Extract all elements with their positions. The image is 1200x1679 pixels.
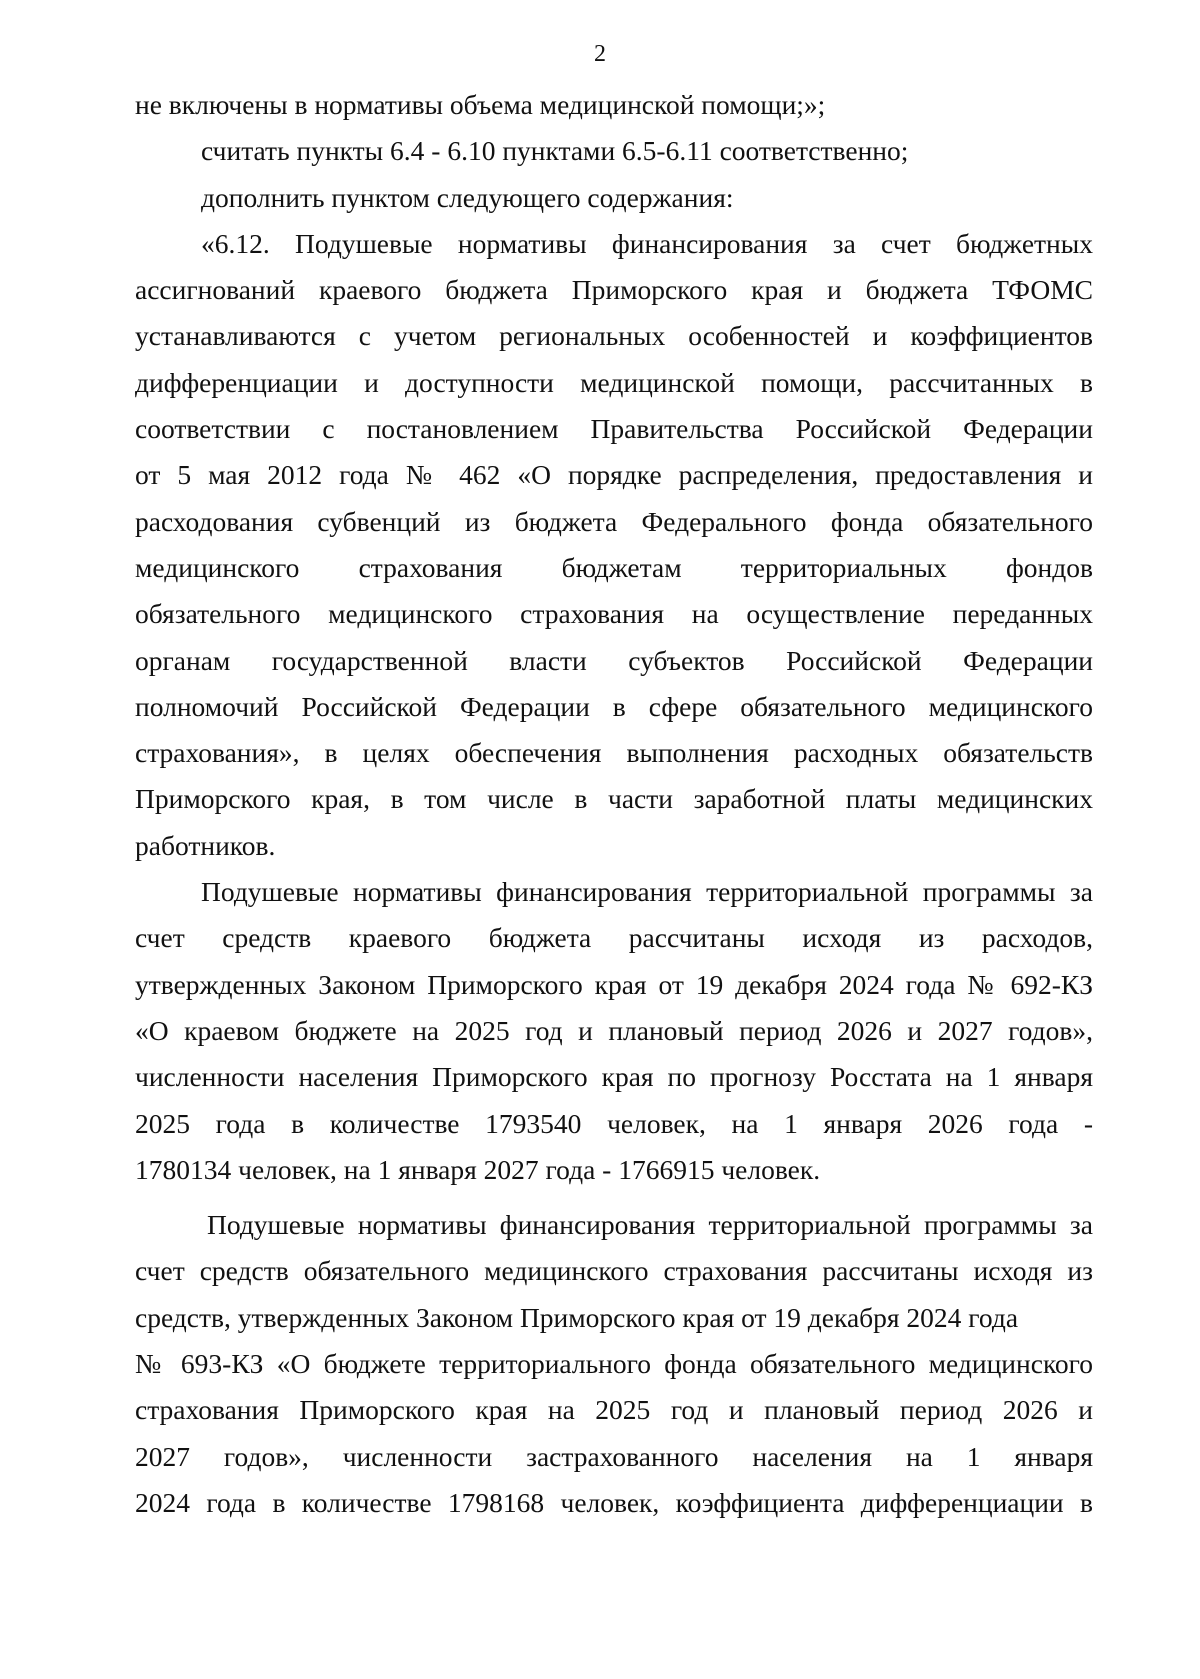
text-line: дифференциации и доступности медицинской помощи, рассчитанных в — [135, 366, 1093, 398]
text-line: 2024 года в количестве 1798168 человек, коэффициента дифференциации в — [135, 1486, 1093, 1518]
paragraph-oms-funds — [135, 1202, 1093, 1526]
paragraph-supplement — [135, 175, 1093, 221]
text-line: работников. — [135, 829, 276, 861]
text-line: соответствии с постановлением Правительства Российской Федерации — [135, 413, 1093, 445]
text-line: счет средств краевого бюджета рассчитаны исходя из расходов, — [135, 922, 1093, 954]
text-line: не включены в нормативы объема медицинской помощи;»; — [135, 89, 826, 120]
text-line: дополнить пунктом следующего содержания: — [201, 181, 734, 213]
text-line: численности населения Приморского края по прогнозу Росстата на 1 января — [135, 1061, 1093, 1093]
page-number: 2 — [594, 41, 606, 67]
text-line: 2025 года в количестве 1793540 человек, на 1 января 2026 года - — [135, 1107, 1093, 1139]
text-line: устанавливаются с учетом региональных особенностей и коэффициентов — [135, 320, 1093, 352]
text-line: Подушевые нормативы финансирования территориальной программы за — [207, 1209, 1093, 1241]
text-line: страхования Приморского края на 2025 год и плановый период 2026 и — [135, 1394, 1093, 1426]
paragraph-clause-6-12 — [135, 221, 1093, 869]
text-line: расходования субвенций из бюджета Федерального фонда обязательного — [135, 505, 1093, 537]
text-line: медицинского страхования бюджетам территориальных фондов — [135, 551, 1093, 583]
text-line: органам государственной власти субъектов Российской Федерации — [135, 644, 1093, 676]
text-line: средств, утвержденных Законом Приморского края от 19 декабря 2024 года — [135, 1301, 1019, 1333]
text-line: № 693-КЗ «О бюджете территориального фонда обязательного медицинского — [135, 1348, 1093, 1380]
text-line: обязательного медицинского страхования на осуществление переданных — [135, 598, 1093, 630]
paragraph-closing-quote — [135, 82, 1093, 128]
text-line: страхования», в целях обеспечения выполнения расходных обязательств — [135, 737, 1093, 769]
text-line: «О краевом бюджете на 2025 год и плановый период 2026 и 2027 годов», — [135, 1014, 1093, 1046]
text-line: полномочий Российской Федерации в сфере обязательного медицинского — [135, 690, 1093, 722]
text-line: от 5 мая 2012 года № 462 «О порядке распределения, предоставления и — [135, 459, 1093, 491]
text-line: 1780134 человек, на 1 января 2027 года - 1766915 человек. — [135, 1153, 821, 1185]
text-line: счет средств обязательного медицинского страхования рассчитаны исходя из — [135, 1255, 1093, 1287]
text-line: считать пункты 6.4 - 6.10 пунктами 6.5-6.11 соответственно; — [201, 135, 909, 167]
paragraph-regional-budget — [135, 869, 1093, 1193]
text-line: 2027 годов», численности застрахованного населения на 1 января — [135, 1440, 1093, 1472]
paragraph-gap — [135, 1193, 1093, 1202]
text-line: «6.12. Подушевые нормативы финансирования за счет бюджетных — [201, 227, 1093, 259]
text-line: ассигнований краевого бюджета Приморского края и бюджета ТФОМС — [135, 274, 1093, 306]
text-line: утвержденных Законом Приморского края от 19 декабря 2024 года № 692-КЗ — [135, 968, 1093, 1000]
text-line: Подушевые нормативы финансирования территориальной программы за — [201, 876, 1093, 908]
paragraph-renumbering — [135, 128, 1093, 174]
document-body — [135, 82, 1093, 1526]
text-line: Приморского края, в том числе в части заработной платы медицинских — [135, 783, 1093, 815]
